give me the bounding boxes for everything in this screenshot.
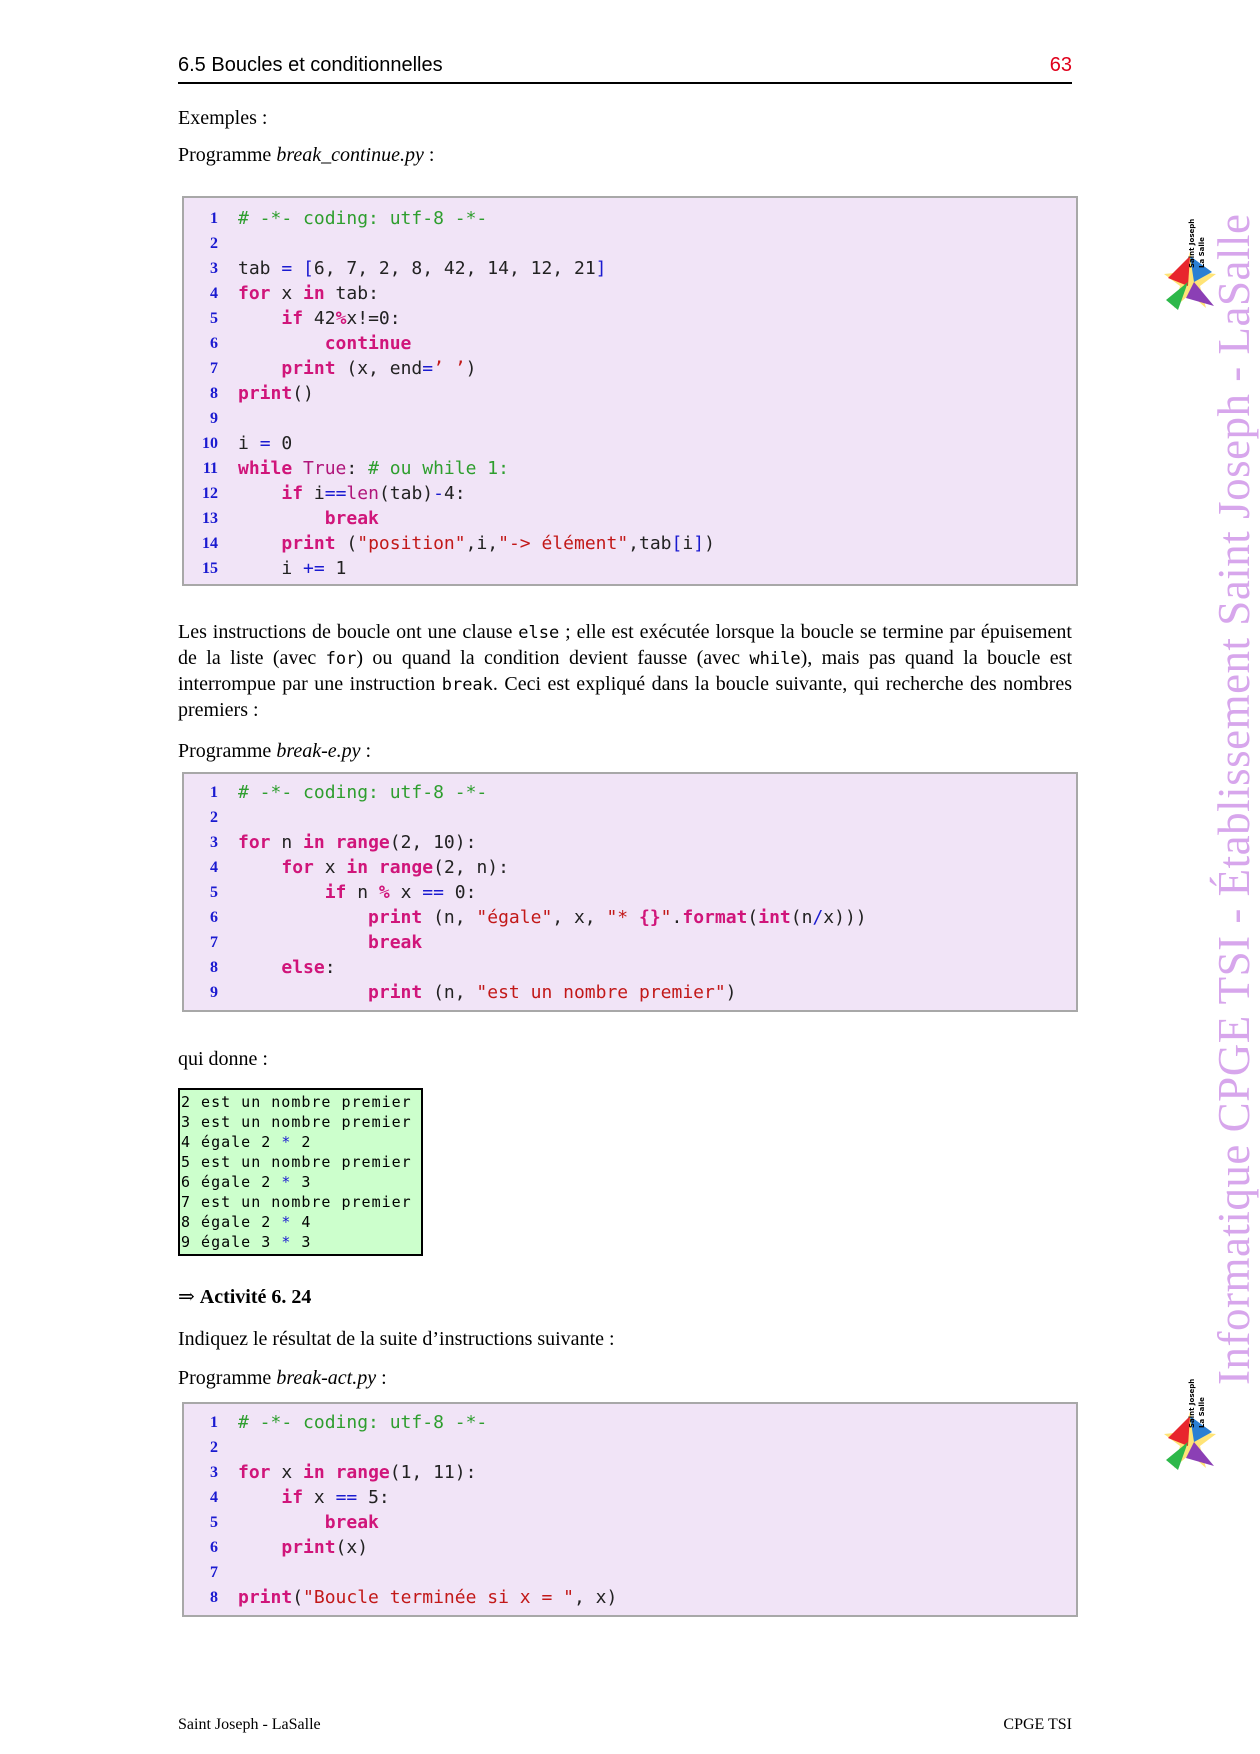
line-number: 8: [210, 385, 218, 402]
line-number: 1: [210, 784, 218, 801]
output-line: 2 est un nombre premier: [181, 1093, 412, 1111]
footer-left: Saint Joseph - LaSalle: [178, 1716, 321, 1733]
paragraph-text: ), mais pas quand la boucle est interrompue par une instruction: [178, 647, 1073, 695]
paragraph-text: Les instructions de boucle ont une clause: [178, 621, 519, 643]
inline-code: else: [518, 623, 560, 643]
line-number: 6: [210, 1539, 218, 1556]
program2-caption: [178, 739, 1072, 764]
paragraph-text: . Ceci est expliqué dans la boucle suivante, qui recherche des nombres premiers :: [178, 673, 1072, 721]
line-number: 13: [202, 510, 218, 527]
program3-filename: break-act.py: [276, 1367, 377, 1389]
line-number: 7: [210, 934, 218, 951]
inline-code: break: [441, 675, 493, 695]
inline-code: for: [325, 649, 357, 669]
line-number: 6: [210, 335, 218, 352]
line-number: 14: [202, 535, 218, 552]
output-line: 6 égale 2 * 3: [181, 1173, 312, 1191]
line-number: 1: [210, 1414, 218, 1431]
program2-filename: break-e.py: [276, 740, 361, 762]
logo-text: Saint Joseph: [1188, 1378, 1196, 1428]
line-number: 3: [210, 834, 218, 851]
paragraph-text: ; elle est exécutée lorsque la boucle se termine par épuisement de la liste (avec: [178, 621, 1072, 669]
line-number: 1: [210, 210, 218, 227]
program2-suffix: :: [360, 740, 372, 762]
line-number: 15: [202, 560, 218, 577]
line-number: 5: [210, 310, 218, 327]
school-logo-icon: [1160, 1378, 1220, 1476]
arrow-icon: ⇒: [178, 1286, 195, 1308]
activity-instruction: Indiquez le résultat de la suite d’instructions suivante :: [178, 1328, 615, 1350]
line-number: 7: [210, 1564, 218, 1581]
line-number: 9: [210, 410, 218, 427]
line-number: 10: [202, 435, 218, 452]
operator-glyph: *: [281, 1233, 292, 1251]
line-number: 12: [202, 485, 218, 502]
logo-text: Saint Joseph: [1188, 218, 1196, 268]
line-number: 6: [210, 909, 218, 926]
line-number: 2: [210, 235, 218, 252]
paragraph-text: ) ou quand la condition devient fausse (avec: [356, 647, 750, 669]
line-number: 7: [210, 360, 218, 377]
program3-caption: [178, 1366, 1072, 1391]
output-line: 5 est un nombre premier: [181, 1153, 412, 1171]
line-number: 3: [210, 1464, 218, 1481]
line-number: 2: [210, 1439, 218, 1456]
else-clause-paragraph: [178, 620, 1072, 723]
program1-suffix: :: [423, 144, 435, 166]
program-output: [178, 1088, 423, 1256]
section-title: 6.5 Boucles et conditionnelles: [178, 54, 443, 76]
logo-text: La Salle: [1198, 1397, 1206, 1428]
line-number: 8: [210, 959, 218, 976]
page-number: 63: [1049, 54, 1072, 76]
line-number: 5: [210, 1514, 218, 1531]
line-number: 8: [210, 1589, 218, 1606]
program1-caption: [178, 143, 1072, 168]
line-number: 4: [210, 1489, 218, 1506]
logo-text: La Salle: [1198, 237, 1206, 268]
output-line: 4 égale 2 * 2: [181, 1133, 312, 1151]
operator-glyph: *: [281, 1173, 292, 1191]
operator-glyph: *: [281, 1213, 292, 1231]
result-intro: qui donne :: [178, 1048, 268, 1070]
line-number: 4: [210, 285, 218, 302]
output-line: 8 égale 2 * 4: [181, 1213, 312, 1231]
code-listing-break-act: 1 # -*- coding: utf-8 -*- 2 3 for x in range(1, 11): 4 if x == 5: 5 break 6 print(x) 7 8 print("Boucle terminée si x = ", x): [182, 1402, 1078, 1617]
program1-filename: break_continue.py: [276, 144, 424, 166]
side-watermark: Informatique CPGE TSI - Établissement Saint Joseph - LaSalle: [1209, 213, 1259, 1385]
output-line: 9 égale 3 * 3: [181, 1233, 312, 1251]
program3-prefix: Programme: [178, 1367, 277, 1389]
program3-suffix: :: [376, 1367, 387, 1389]
line-number: 4: [210, 859, 218, 876]
school-logo-icon: [1160, 218, 1220, 316]
line-number: 5: [210, 884, 218, 901]
line-number: 11: [202, 460, 218, 477]
line-number: 9: [210, 984, 218, 1001]
page-header: [178, 52, 1072, 84]
activity-heading: [178, 1284, 311, 1309]
output-line: 3 est un nombre premier: [181, 1113, 412, 1131]
program2-prefix: Programme: [178, 740, 277, 762]
activity-title: Activité 6. 24: [199, 1286, 312, 1308]
examples-label: Exemples :: [178, 107, 268, 129]
program1-prefix: Programme: [178, 144, 277, 166]
line-number: 3: [210, 260, 218, 277]
operator-glyph: *: [281, 1133, 292, 1151]
output-line: 7 est un nombre premier: [181, 1193, 412, 1211]
inline-code: while: [749, 649, 801, 669]
code-listing-break-continue: 1 # -*- coding: utf-8 -*- 2 3 tab = [6, 7, 2, 8, 42, 14, 12, 21] 4 for x in tab: 5 if 42%x!=0: 6 continue 7 print (x, end=’ ’) 8 print() 9 10 i = 0 11 while True: # ou while 1: 12 if i==len(tab)-4: 13 break 14 print ("position",i,"-> élément",tab[i]) 15 i += 1: [182, 196, 1078, 586]
code-listing-break-e: 1 # -*- coding: utf-8 -*- 2 3 for n in range(2, 10): 4 for x in range(2, n): 5 if n % x == 0: 6 print (n, "égale", x, "* {}".format(int(n/x))) 7 break 8 else: 9 print (n, "est un nombre premier"): [182, 772, 1078, 1012]
footer-right: CPGE TSI: [1003, 1716, 1072, 1733]
line-number: 2: [210, 809, 218, 826]
